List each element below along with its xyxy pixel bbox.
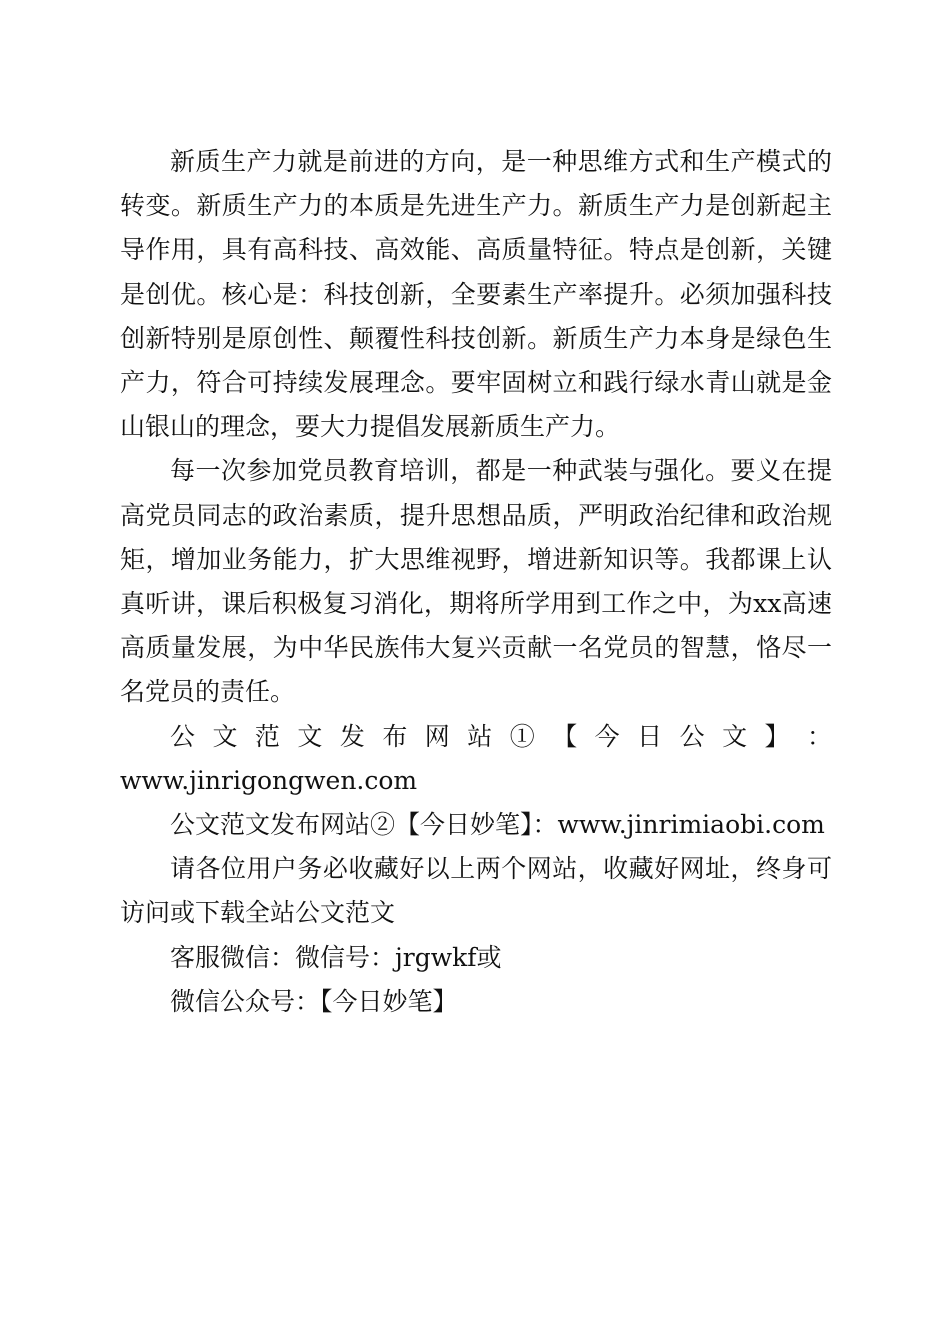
document-page: [120, 140, 832, 1024]
site1-url: www.jinrigongwen.com: [120, 765, 418, 795]
service-wechat-line: 客服微信：微信号：jrgwkf或: [170, 942, 502, 972]
paragraph-training: 每一次参加党员教育培训，都是一种武装与强化。要义在提高党员同志的政治素质，提升思想品质，严明政治纪律和政治规矩，增加业务能力，扩大思维视野，增进新知识等。我都课上认真听讲，课后积极复习消化，期将所学用到工作之中，为xx高速高质量发展，为中华民族伟大复兴贡献一名党员的智慧，恪尽一名党员的责任。: [120, 456, 832, 707]
notice-paragraph: 请各位用户务必收藏好以上两个网站，收藏好网址，终身可访问或下载全站公文范文: [120, 854, 832, 928]
site1-block: [120, 715, 832, 803]
paragraph-productivity: 新质生产力就是前进的方向，是一种思维方式和生产模式的转变。新质生产力的本质是先进生产力。新质生产力是创新起主导作用，具有高科技、高效能、高质量特征。特点是创新，关键是创优。核心是：科技创新，全要素生产率提升。必须加强科技创新特别是原创性、颠覆性科技创新。新质生产力本身是绿色生产力，符合可持续发展理念。要牢固树立和践行绿水青山就是金山银山的理念，要大力提倡发展新质生产力。: [120, 147, 832, 442]
official-account-line: 微信公众号：【今日妙笔】: [170, 986, 458, 1016]
site1-label: 公 文 范 文 发 布 网 站 ① 【 今 日 公 文 】 ：: [170, 721, 833, 751]
site2-line: 公文范文发布网站②【今日妙笔】：www.jinrimiaobi.com: [170, 810, 825, 840]
